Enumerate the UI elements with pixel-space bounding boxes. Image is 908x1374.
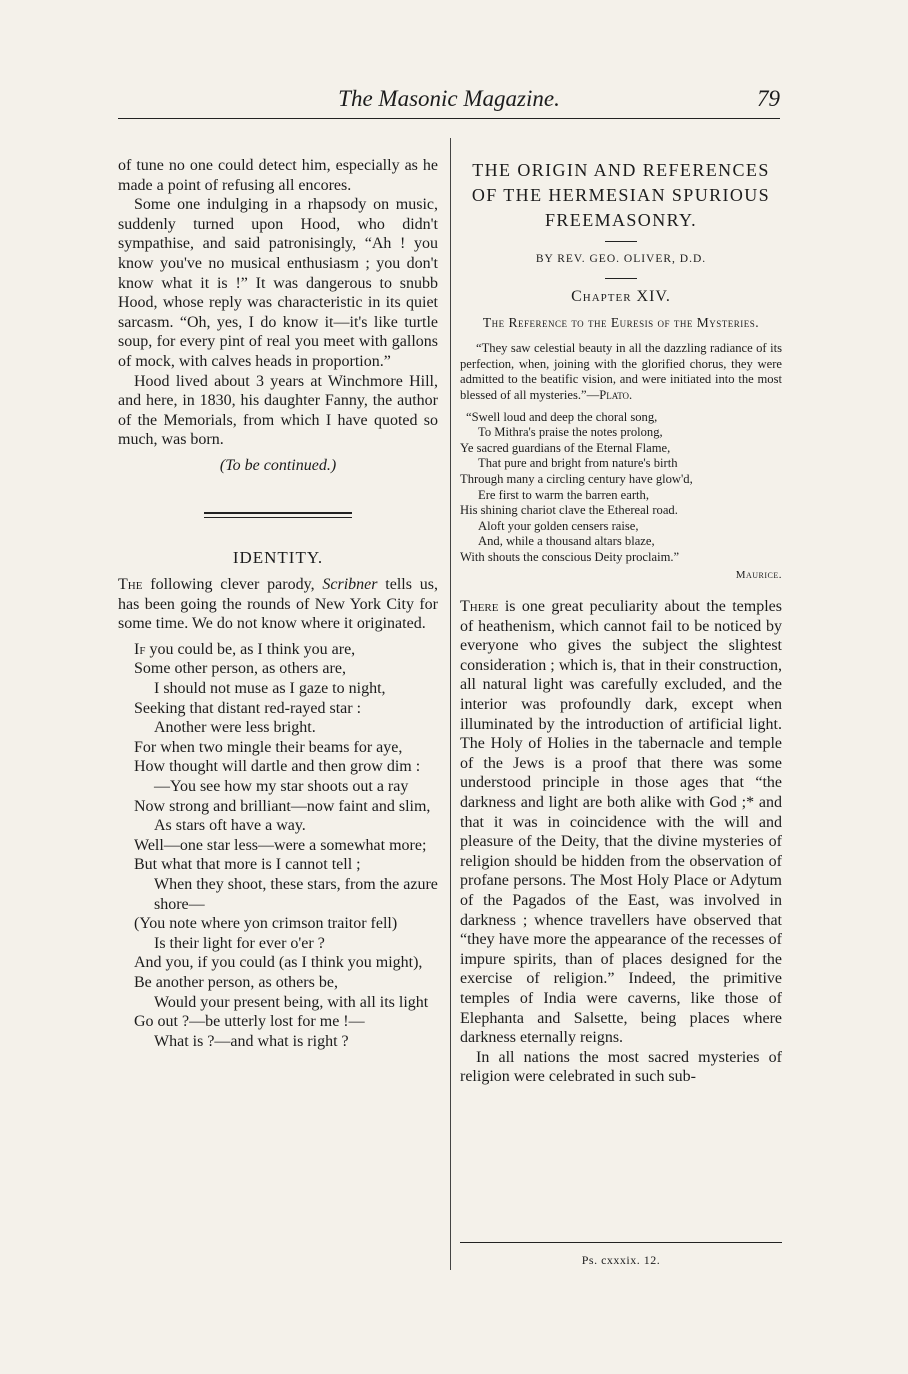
poem-line: But what that more is I cannot tell ; <box>134 856 361 874</box>
poem-line: For when two mingle their beams for aye, <box>134 738 403 756</box>
poem-line: Seeking that distant red-rayed star : <box>134 699 362 717</box>
epigraph: “They saw celestial beauty in all the dazzling radiance of its perfection, when, joining with the glorified chorus, they were admitted to the beatific vision, and were initiated into the most blessed of all mysteries.”—Plato. <box>460 341 782 402</box>
footnote-rule <box>460 1242 782 1243</box>
publication-name: Scribner <box>322 576 378 594</box>
left-column <box>118 156 438 1051</box>
drop-word: The <box>118 576 143 594</box>
poem-line: When they shoot, these stars, from the azure shore— <box>154 876 438 913</box>
byline: BY REV. GEO. OLIVER, D.D. <box>535 253 707 265</box>
to-be-continued: (To be continued.) <box>219 456 337 474</box>
poem-line: With shouts the conscious Deity proclaim.” <box>460 549 680 564</box>
running-title: The Masonic Magazine. <box>338 86 560 111</box>
header-rule <box>118 118 780 119</box>
poem-line: What is ?—and what is right ? <box>154 1032 349 1050</box>
poem-line: Would your present being, with all its light <box>154 993 429 1011</box>
paragraph: In all nations the most sacred mysteries of religion were celebrated in such sub- <box>460 1048 782 1086</box>
poem-line: (You note where yon crimson traitor fell) <box>134 915 398 933</box>
paragraph: Hood lived about 3 years at Winchmore Hill, and here, in 1830, his daughter Fanny, the author of the Memorials, from which I have quoted so much, was born. <box>118 372 438 449</box>
poem-line: Go out ?—be utterly lost for me !— <box>134 1013 365 1031</box>
chapter-heading: Chapter XIV. <box>571 287 671 305</box>
footnote: Ps. cxxxix. 12. <box>581 1253 661 1267</box>
poem-line: If you could be, as I think you are, <box>134 640 356 658</box>
poem-line: Another were less bright. <box>154 719 316 737</box>
right-column <box>460 158 782 1087</box>
poem-line: “Swell loud and deep the choral song, <box>466 409 658 424</box>
poem-line: To Mithra's praise the notes prolong, <box>478 425 663 440</box>
poem-line: And you, if you could (as I think you might), <box>134 954 423 972</box>
title-rule <box>605 241 637 242</box>
poem-line: Ye sacred guardians of the Eternal Flame, <box>460 440 671 455</box>
poem-line: Through many a circling century have glow'd, <box>460 471 693 486</box>
chapter-title: The Reference to the Euresis of the Mysteries. <box>482 315 760 331</box>
poem-line: Ere first to warm the barren earth, <box>478 487 649 502</box>
poem-line: —You see how my star shoots out a ray <box>154 778 409 796</box>
paragraph: of tune no one could detect him, especially as he made a point of refusing all encores. <box>118 157 438 194</box>
byline-rule <box>605 278 637 279</box>
poem-line: How thought will dartle and then grow dim : <box>134 758 421 776</box>
epigraph-poem <box>460 410 782 566</box>
epigraph-attribution: Plato. <box>599 387 633 402</box>
article-title: THE ORIGIN AND REFERENCES OF THE HERMESIAN SPURIOUS FREEMASONRY. <box>471 160 771 230</box>
poem-line: His shining chariot clave the Ethereal road. <box>460 503 678 518</box>
poem-line: I should not muse as I gaze to night, <box>154 680 386 698</box>
poem-line: Now strong and brilliant—now faint and slim, <box>134 797 431 815</box>
poem-line: Some other person, as others are, <box>134 660 346 678</box>
poem-line: As stars oft have a way. <box>154 817 306 835</box>
poem-line: Is their light for ever o'er ? <box>154 934 325 952</box>
section-title: IDENTITY. <box>232 547 324 567</box>
poem-line: That pure and bright from nature's birth <box>478 456 678 471</box>
intro-paragraph: The following clever parody, Scribner tells us, has been going the rounds of New York City for some time. We do not know where it originated. <box>118 576 438 633</box>
page-header <box>118 86 780 116</box>
poem-line: Well—one star less—were a somewhat more; <box>134 836 427 854</box>
column-divider <box>450 138 451 1270</box>
identity-poem <box>118 640 438 1051</box>
paragraph: There is one great peculiarity about the temples of heathenism, which cannot fail to be noticed by everyone who gives the subject the slightest consideration ; which is, that in their construction, all natural light was carefully excluded, and the interior was profoundly dark, except when illuminated by the introduction of artificial light. The Holy of Holies in the tabernacle and temple of the Jews is a proof that there was some understood principle in those ages that “the darkness and light are both alike with God ;* and that it was in coincidence with the will and pleasure of the Deity, that the divine mysteries of religion should be hidden from the observation of profane persons. The Most Holy Place or Adytum of the Pagados of the East, was involved in darkness ; whence travellers have observed that “they have more the appearance of the recesses of impure spirits, than of places designed for the exercise of religion.” Indeed, the primitive temples of India were caverns, like those of Elephanta and Salsette, being places where darkness eternally reigns. <box>460 598 782 1047</box>
poem-line: Be another person, as others be, <box>134 973 338 991</box>
drop-word: There <box>460 598 499 616</box>
section-divider <box>204 512 352 518</box>
paragraph: Some one indulging in a rhapsody on music, suddenly turned upon Hood, who didn't sympathise, and said patronisingly, “Ah ! you know you've no musical enthusiasm ; you don't know what it is !” It was dangerous to snubb Hood, whose reply was characteristic in its quiet sarcasm. “Oh, yes, I do know it—it's like turtle soup, for every pint of real you meet with gallons of mock, with calves heads in proportion.” <box>118 196 438 370</box>
poem-line: Aloft your golden censers raise, <box>478 518 639 533</box>
poem-attribution: Maurice. <box>735 568 782 581</box>
page-number: 79 <box>757 86 780 111</box>
poem-line: And, while a thousand altars blaze, <box>478 534 655 549</box>
